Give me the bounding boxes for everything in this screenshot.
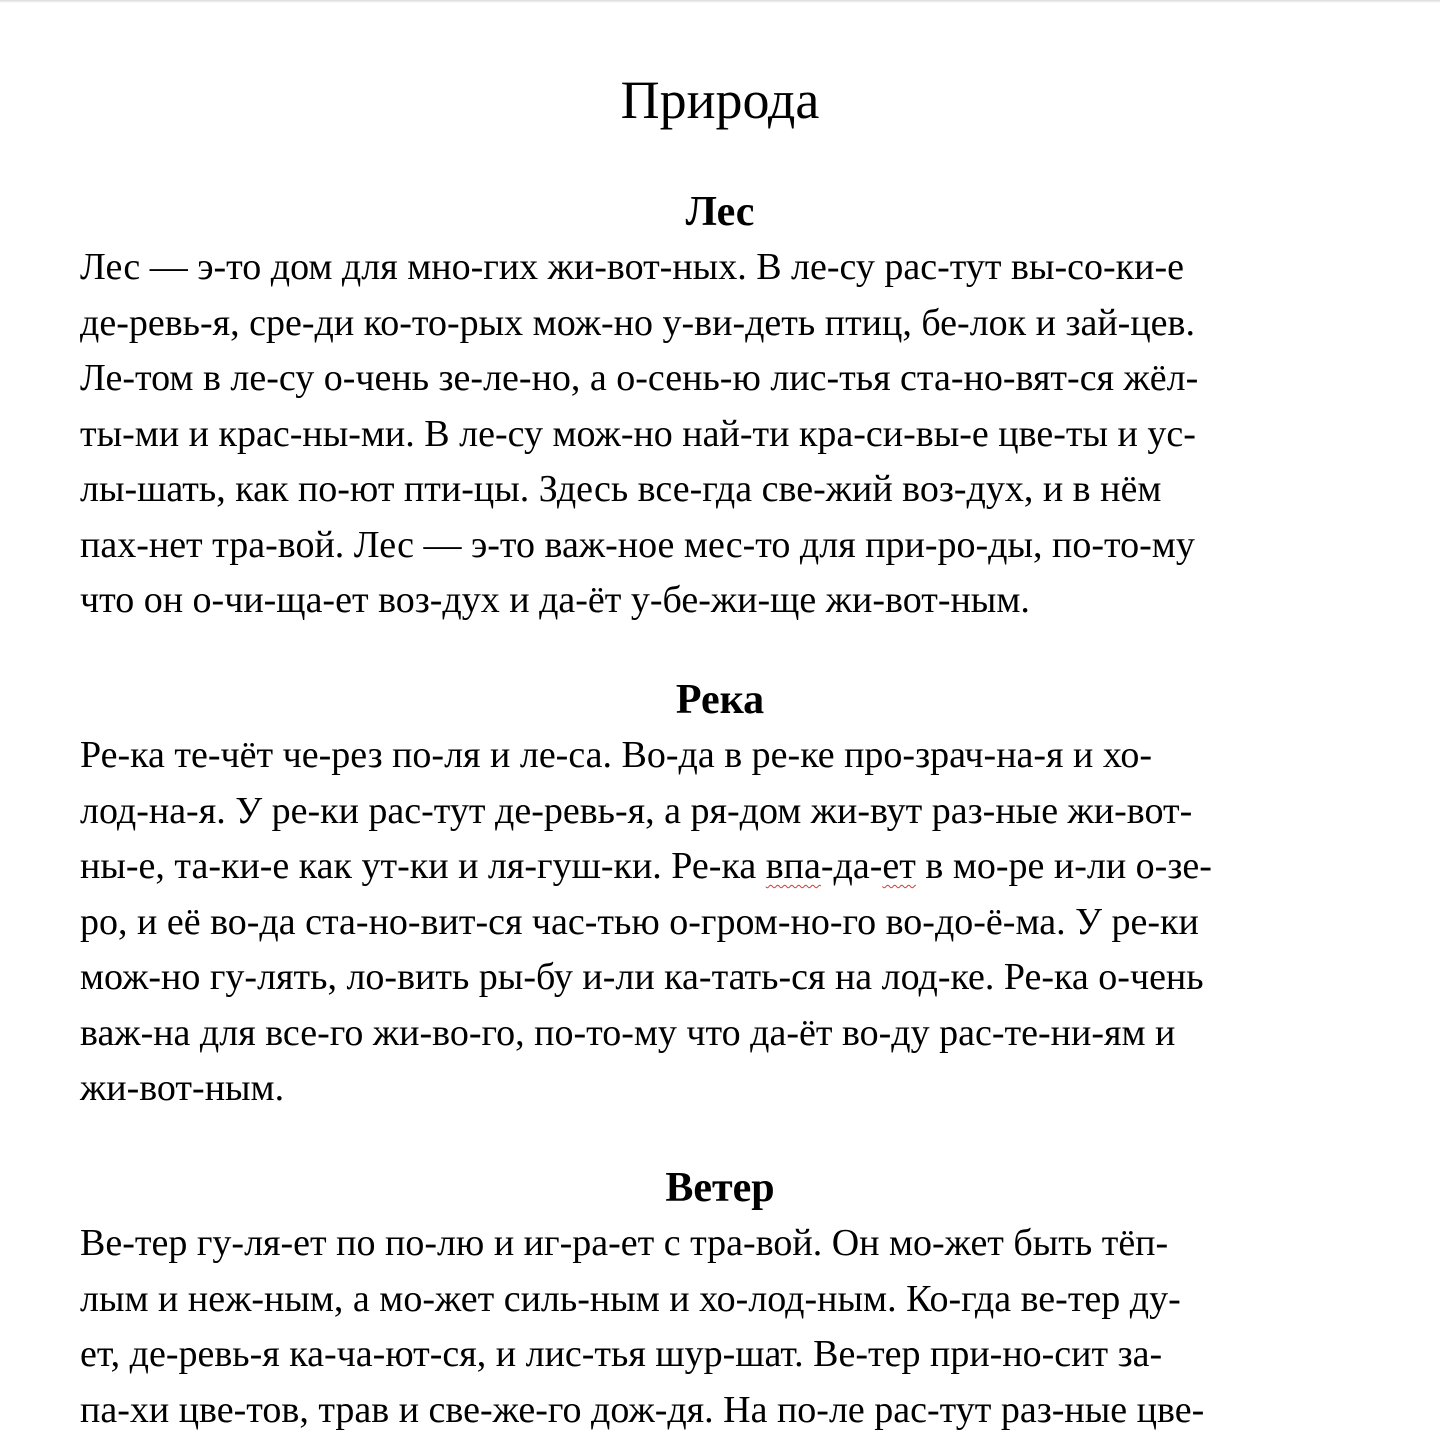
document-title: Природа: [620, 70, 820, 130]
section-heading-wind: Ветер: [665, 1165, 775, 1211]
paragraph-line: лым и неж-ным, а мо-жет силь-ным и хо-лод-ным. Ко-гда ве-тер ду-: [80, 1278, 1181, 1320]
section-heading-forest: Лес: [685, 189, 755, 235]
page-top-edge: [0, 0, 1440, 3]
paragraph-line: что он о-чи-ща-ет воз-дух и да-ёт у-бе-жи-ще жи-вот-ным.: [80, 579, 1030, 621]
paragraph-line: мож-но гу-лять, ло-вить ры-бу и-ли ка-тать-ся на лод-ке. Ре-ка о-чень: [80, 956, 1204, 998]
paragraph-line: де-ревь-я, сре-ди ко-то-рых мож-но у-ви-деть птиц, бе-лок и зай-цев.: [80, 302, 1195, 344]
paragraph-line: ты-ми и крас-ны-ми. В ле-су мож-но най-ти кра-си-вы-е цве-ты и ус-: [80, 413, 1196, 455]
paragraph-line: лод-на-я. У ре-ки рас-тут де-ревь-я, а ря-дом жи-вут раз-ные жи-вот-: [80, 790, 1193, 832]
text-segment: ны-е, та-ки-е как ут-ки и ля-гуш-ки. Ре-ка: [80, 845, 766, 887]
section-heading-river: Река: [675, 677, 765, 723]
paragraph-line: Ре-ка те-чёт че-рез по-ля и ле-са. Во-да в ре-ке про-зрач-на-я и хо-: [80, 734, 1153, 776]
paragraph-line: пах-нет тра-вой. Лес — э-то важ-ное мес-то для при-ро-ды, по-то-му: [80, 524, 1195, 566]
paragraph-line: па-хи цве-тов, трав и све-же-го дож-дя. На по-ле рас-тут раз-ные цве-: [80, 1389, 1205, 1431]
paragraph-line: Лес — э-то дом для мно-гих жи-вот-ных. В ле-су рас-тут вы-со-ки-е: [80, 246, 1184, 288]
paragraph-line: ро, и её во-да ста-но-вит-ся час-тью о-гром-но-го во-до-ё-ма. У ре-ки: [80, 901, 1199, 943]
spellcheck-flagged-word[interactable]: впа: [765, 845, 821, 887]
paragraph-line: Ле-том в ле-су о-чень зе-ле-но, а о-сень-ю лис-тья ста-но-вят-ся жёл-: [80, 357, 1199, 399]
paragraph-line: лы-шать, как по-ют пти-цы. Здесь все-гда све-жий воз-дух, и в нём: [80, 468, 1162, 510]
paragraph-line: Ве-тер гу-ля-ет по по-лю и иг-ра-ет с тра-вой. Он мо-жет быть тёп-: [80, 1222, 1169, 1264]
text-segment: в мо-ре и-ли о-зе-: [915, 845, 1212, 887]
spellcheck-flagged-word[interactable]: ет: [882, 845, 916, 887]
paragraph-line: жи-вот-ным.: [80, 1067, 285, 1109]
paragraph-line: важ-на для все-го жи-во-го, по-то-му что да-ёт во-ду рас-те-ни-ям и: [80, 1012, 1176, 1054]
paragraph-line: [80, 839, 1212, 895]
text-segment: -да-: [820, 845, 883, 887]
paragraph-line: ет, де-ревь-я ка-ча-ют-ся, и лис-тья шур-шат. Ве-тер при-но-сит за-: [80, 1333, 1163, 1375]
